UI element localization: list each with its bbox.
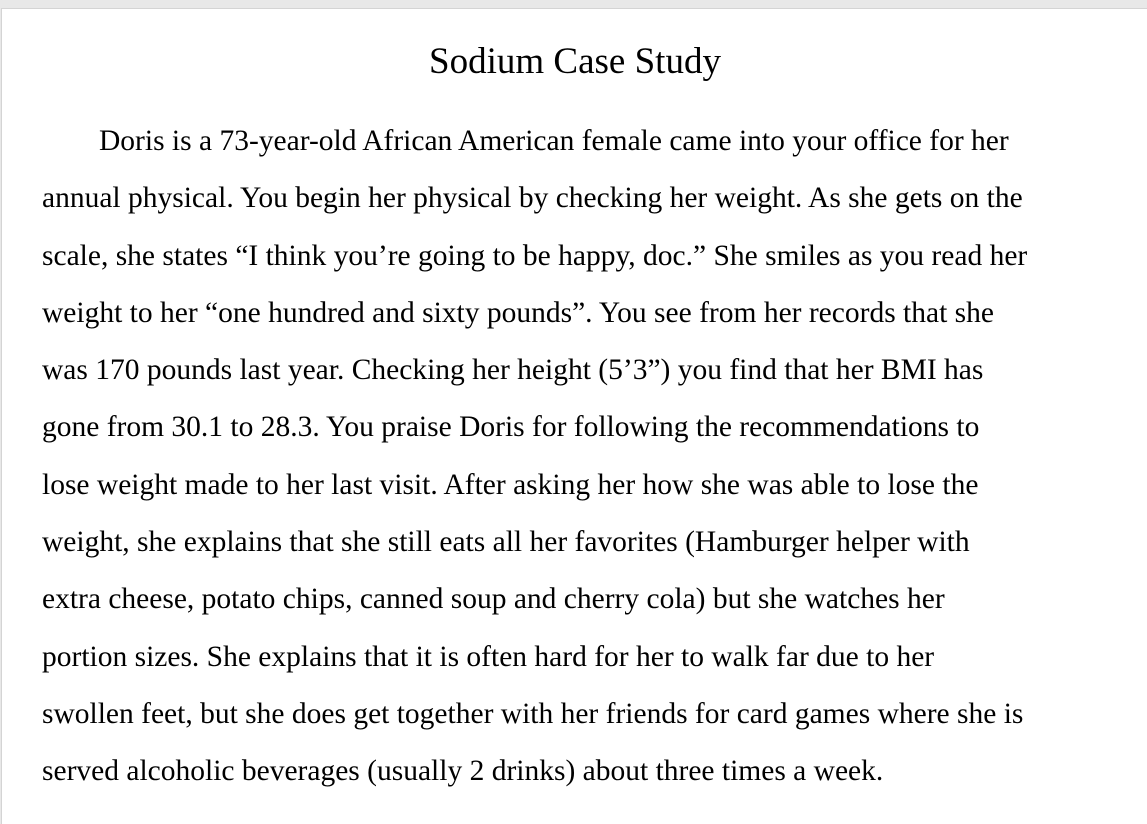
body-line: annual physical. You begin her physical by checking her weight. As she gets on the	[42, 182, 1023, 215]
body-line: Doris is a 73-year-old African American female came into your office for her	[99, 125, 1009, 157]
body-line: weight, she explains that she still eats all her favorites (Hamburger helper with	[42, 526, 970, 559]
body-line: was 170 pounds last year. Checking her height (5’3”) you find that her BMI has	[42, 354, 984, 387]
body-line: lose weight made to her last visit. After asking her how she was able to lose the	[42, 468, 979, 501]
body-line: extra cheese, potato chips, canned soup and cherry cola) but she watches her	[42, 583, 945, 616]
body-line: served alcoholic beverages (usually 2 drinks) about three times a week.	[42, 755, 884, 788]
document-title: Sodium Case Study	[429, 41, 721, 82]
body-line: gone from 30.1 to 28.3. You praise Doris for following the recommendations to	[42, 411, 980, 444]
body-line: portion sizes. She explains that it is often hard for her to walk far due to her	[42, 640, 935, 673]
document-page	[1, 8, 1147, 824]
body-line: swollen feet, but she does get together with her friends for card games where she is	[42, 697, 1024, 730]
document-body	[42, 113, 1112, 801]
body-line: scale, she states “I think you’re going to be happy, doc.” She smiles as you read her	[42, 239, 1028, 272]
body-line: weight to her “one hundred and sixty pounds”. You see from her records that she	[42, 296, 994, 329]
